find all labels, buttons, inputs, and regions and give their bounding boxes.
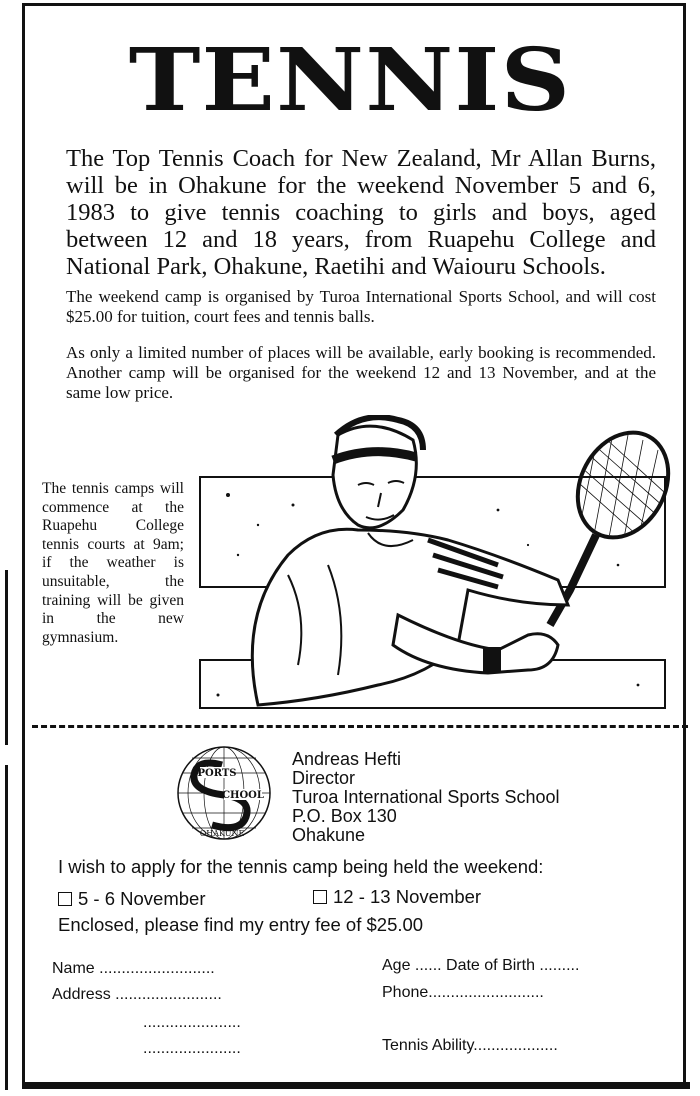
schedule-note: The tennis camps will commence at the Ruapehu College tennis courts at 9am; if the weather is unsuitable, the training will be given in the new gymnasium. <box>42 480 184 646</box>
checkbox-icon[interactable] <box>313 890 327 904</box>
director-name: Andreas Hefti <box>292 749 402 769</box>
checkbox-icon[interactable] <box>58 892 72 906</box>
address-field[interactable]: Address ........................ <box>52 986 222 1003</box>
apply-statement: I wish to apply for the tennis camp being held the weekend: <box>58 856 544 877</box>
sports-school-logo <box>172 743 282 843</box>
phone-field[interactable]: Phone.......................... <box>382 984 544 1001</box>
logo-text-bottom: OHAKUNE <box>199 829 245 838</box>
option-weekend-2[interactable] <box>313 886 481 908</box>
booking-paragraph: As only a limited number of places will be available, early booking is recommended. Another camp will be organised for the weekend 12 and 13 November, and at the same low price. <box>66 343 656 402</box>
address-field-line-3[interactable]: ...................... <box>143 1040 241 1057</box>
age-dob-field[interactable]: Age ...... Date of Birth ......... <box>382 957 580 974</box>
poster-border-bottom <box>22 1082 690 1089</box>
return-address <box>292 750 560 844</box>
fee-statement: Enclosed, please find my entry fee of $25.00 <box>58 914 424 935</box>
po-box: P.O. Box 130 <box>292 805 397 826</box>
option-label: 5 - 6 November <box>78 888 206 909</box>
cost-paragraph: The weekend camp is organised by Turoa International Sports School, and will cost $25.00 for tuition, court fees and tennis balls. <box>66 287 656 326</box>
address-field-line-2[interactable]: ...................... <box>143 1014 241 1031</box>
page-title: TENNIS <box>128 30 572 131</box>
cut-line <box>32 725 688 728</box>
logo-text-middle: CHOOL <box>222 790 264 801</box>
left-edge-mark <box>5 570 8 745</box>
option-label: 12 - 13 November <box>333 886 482 907</box>
school-name: Turoa International Sports School <box>292 786 560 807</box>
name-field[interactable]: Name .......................... <box>52 960 215 977</box>
tennis-player-illustration <box>198 415 678 715</box>
intro-paragraph: The Top Tennis Coach for New Zealand, Mr Allan Burns, will be in Ohakune for the weekend November 5 and 6, 1983 to give tennis coaching to girls and boys, aged between 12 and 18 years, from Ruapehu College and National Park, Ohakune, Raetihi and Waiouru Schools. <box>66 145 656 280</box>
director-role: Director <box>292 767 356 788</box>
left-edge-mark-lower <box>5 765 8 1090</box>
town: Ohakune <box>292 824 366 845</box>
tennis-ability-field[interactable]: Tennis Ability................... <box>382 1037 558 1054</box>
logo-text-top: PORTS <box>197 768 237 779</box>
option-weekend-1[interactable] <box>58 888 206 910</box>
